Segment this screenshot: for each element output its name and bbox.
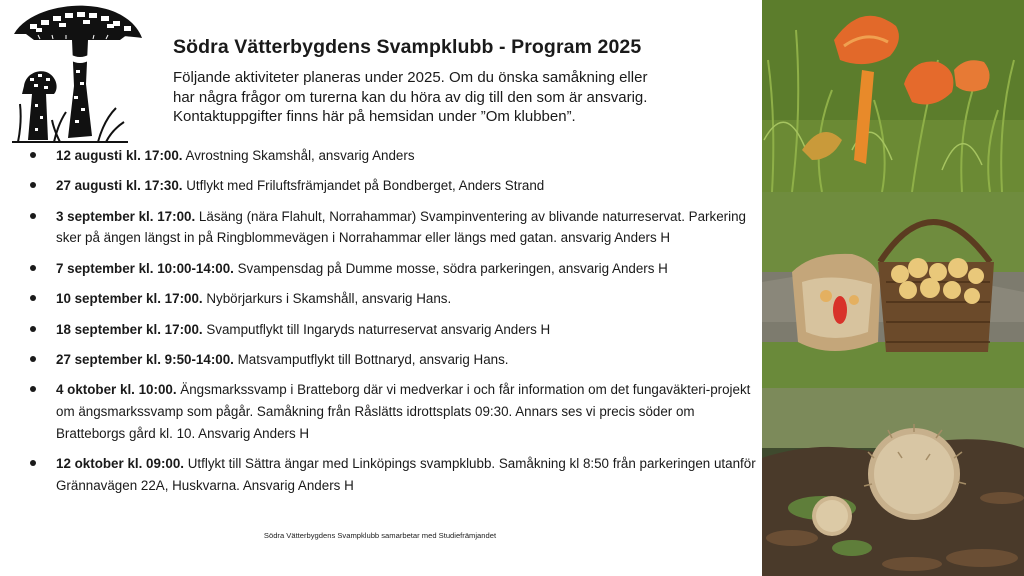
- photo-spiny-puffball: [762, 388, 1024, 576]
- event-item: [24, 453, 756, 496]
- event-description: Svamputflykt till Ingaryds naturreservat ansvarig Anders H: [202, 321, 551, 337]
- bullet-icon: [30, 295, 36, 301]
- intro-line: har några frågor om turerna kan du höra av dig till den som är ansvarig.: [173, 88, 648, 106]
- bullet-icon: [30, 182, 36, 188]
- event-item: [24, 319, 756, 341]
- bullet-icon: [30, 356, 36, 362]
- intro-text: [173, 68, 733, 127]
- event-date: 27 september kl. 9:50-14:00.: [56, 351, 234, 367]
- event-description: Läsäng (nära Flahult, Norrahammar) Svampinventering av blivande naturreservat. Parkering sker på ängen längst in på Ringblommevägen i Norrahammar eller längs med gatan. ansvarig Anders H: [56, 208, 746, 246]
- photo-column: [762, 0, 1024, 576]
- event-description: Nybörjarkurs i Skamshåll, ansvarig Hans.: [202, 291, 452, 307]
- event-list: [24, 145, 756, 505]
- bullet-icon: [30, 152, 36, 158]
- bullet-icon: [30, 460, 36, 466]
- event-item: [24, 145, 756, 167]
- event-item: [24, 288, 756, 310]
- event-description: Svampensdag på Dumme mosse, södra parkeringen, ansvarig Anders H: [233, 260, 668, 276]
- event-description: Avrostning Skamshål, ansvarig Anders: [182, 148, 415, 163]
- event-item: [24, 175, 756, 197]
- bullet-icon: [30, 213, 36, 219]
- event-item: [24, 206, 756, 249]
- event-date: 7 september kl. 10:00-14:00.: [56, 260, 234, 276]
- event-description: Matsvamputflykt till Bottnaryd, ansvarig Hans.: [233, 351, 509, 367]
- footer-note: Södra Vätterbygdens Svampklubb samarbetar med Studiefrämjandet: [263, 531, 497, 540]
- intro-line: Kontaktuppgifter finns här på hemsidan under ”Om klubben”.: [173, 108, 576, 125]
- photo-orange-mushrooms: [762, 0, 1024, 192]
- event-date: 18 september kl. 17:00.: [56, 321, 203, 337]
- event-description: Ängsmarkssvamp i Bratteborg där vi medverkar i och får information om det fungaväkteri-projekt om ängsmarkssvamp som pågår. Samåkning från Råslätts idrottsplats 09:30. Annars ses vi precis söder om Bratteborgs gård kl. 10. Ansvarig Anders H: [56, 382, 751, 441]
- event-item: [24, 379, 756, 444]
- bullet-icon: [30, 326, 36, 332]
- event-date: 12 augusti kl. 17:00.: [56, 148, 183, 163]
- event-date: 4 oktober kl. 10:00.: [56, 382, 177, 398]
- intro-line: Följande aktiviteter planeras under 2025. Om du önska samåkning eller: [173, 69, 648, 86]
- event-date: 12 oktober kl. 09:00.: [56, 455, 185, 471]
- mushroom-logo-icon: [8, 4, 146, 146]
- bullet-icon: [30, 265, 36, 271]
- event-description: Utflykt till Sättra ängar med Linköpings svampklubb. Samåkning kl 8:50 från parkeringen utanför Grännavägen 22A, Huskvarna. Ansvarig Anders H: [56, 455, 756, 493]
- event-date: 27 augusti kl. 17:30.: [56, 178, 183, 194]
- page-title: Södra Vätterbygdens Svampklubb - Program 2025: [173, 36, 642, 58]
- bullet-icon: [30, 386, 36, 392]
- event-description: Utflykt med Friluftsfrämjandet på Bondberget, Anders Strand: [182, 178, 545, 194]
- event-date: 3 september kl. 17:00.: [56, 208, 196, 224]
- event-item: [24, 349, 756, 371]
- event-date: 10 september kl. 17:00.: [56, 291, 203, 307]
- event-item: [24, 258, 756, 280]
- photo-mushroom-baskets: [762, 192, 1024, 388]
